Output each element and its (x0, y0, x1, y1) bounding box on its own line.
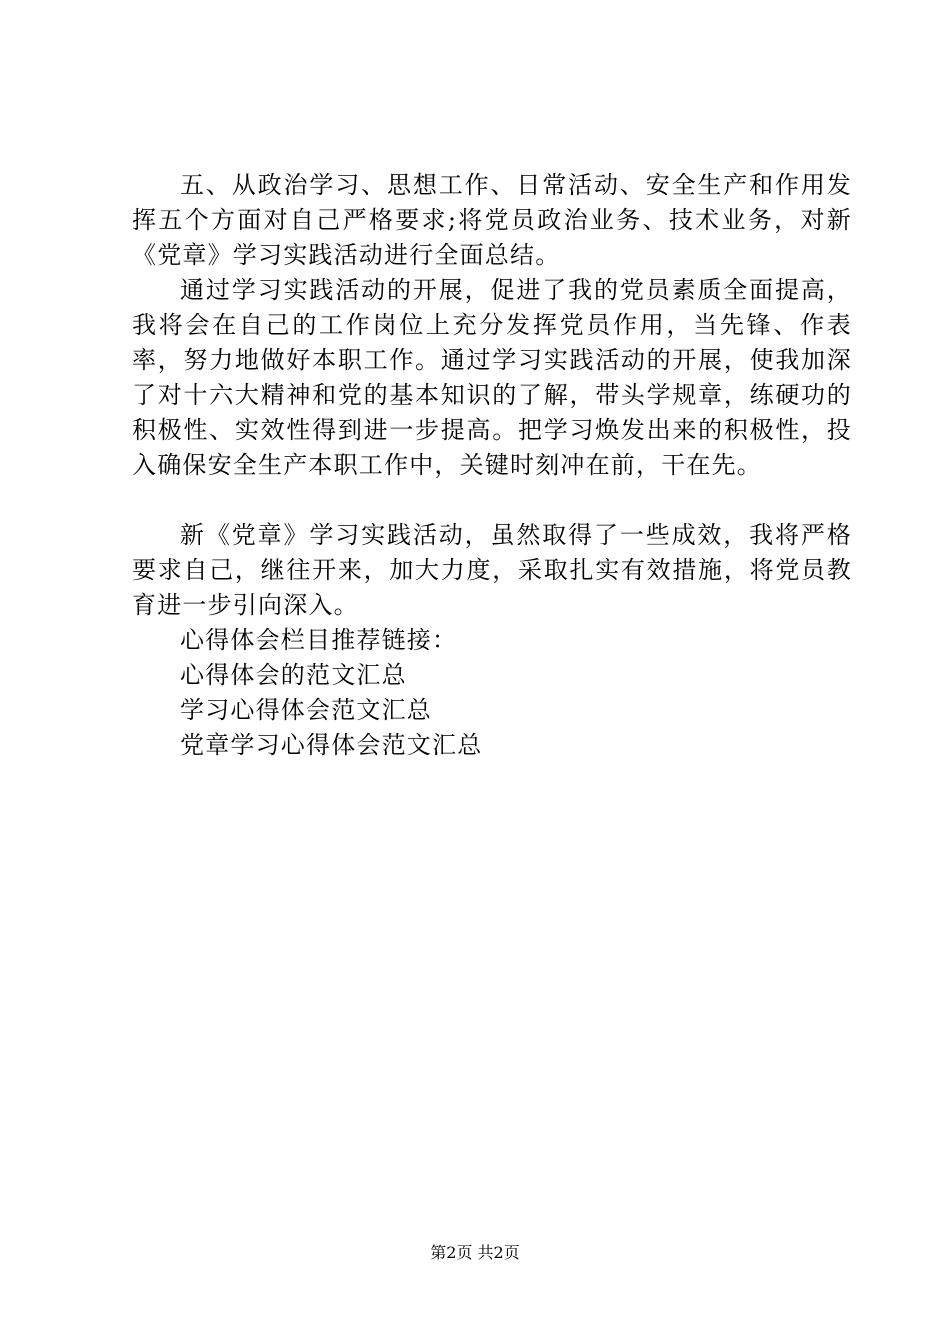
recommended-link[interactable]: 党章学习心得体会范文汇总 (180, 731, 483, 759)
paragraph-results: 通过学习实践活动的开展，促进了我的党员素质全面提高，我将会在自己的工作岗位上充分发挥党员作用，当先锋、作表率，努力地做好本职工作。通过学习实践活动的开展，使我加深了对十六大精神和党的基本知识的了解，带头学规章，练硬功的积极性、实效性得到进一步提高。把学习焕发出来的积极性，投入确保安全生产本职工作中，关键时刻冲在前，干在先。 (132, 276, 852, 479)
recommended-link[interactable]: 心得体会的范文汇总 (180, 661, 407, 689)
recommended-link[interactable]: 学习心得体会范文汇总 (180, 696, 432, 724)
paragraph-spacer (132, 483, 852, 518)
document-body (132, 168, 852, 763)
paragraph-conclusion: 新《党章》学习实践活动，虽然取得了一些成效，我将严格要求自己，继往开来，加大力度，采取扎实有效措施，将党员教育进一步引向深入。 (132, 521, 852, 619)
paragraph-summary: 五、从政治学习、思想工作、日常活动、安全生产和作用发挥五个方面对自己严格要求;将党员政治业务、技术业务，对新《党章》学习实践活动进行全面总结。 (132, 171, 852, 269)
page-number-footer: 第2页 共2页 (430, 1243, 520, 1262)
links-heading: 心得体会栏目推荐链接： (180, 626, 458, 654)
